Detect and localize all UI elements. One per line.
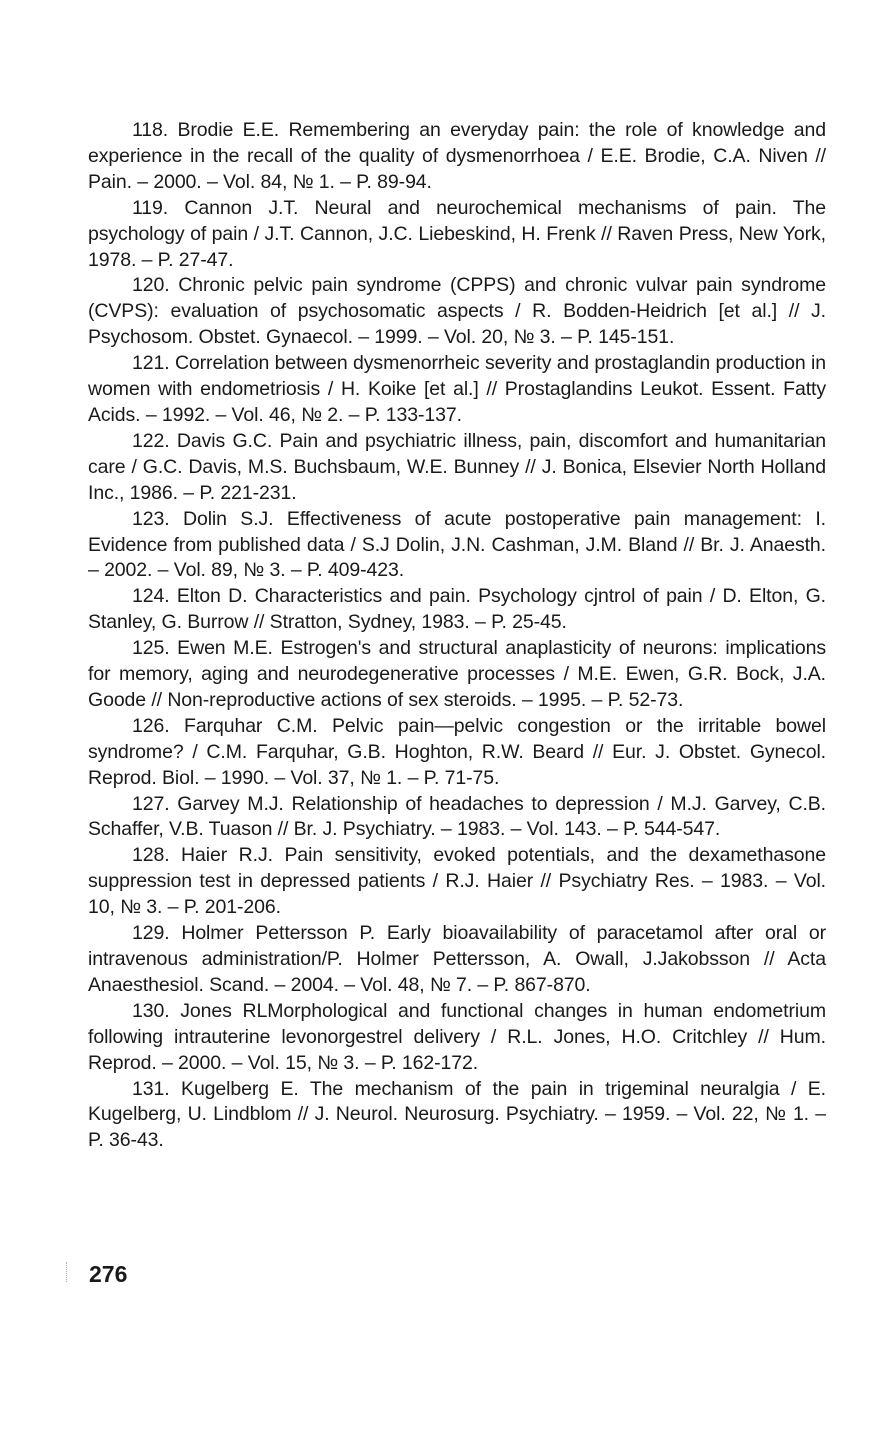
reference-item-123: 123. Dolin S.J. Effectiveness of acute postoperative pain management: I. Evidence from published data / S.J Dolin, J.N. Cashman, J.M. Bland // Br. J. Anaesth. – 2002. – Vol. 89, № 3. – P. 409-423.: [88, 507, 826, 582]
reference-item-125: 125. Ewen M.E. Estrogen's and structural anaplasticity of neurons: implications for memory, aging and neurodegenerative processes / M.E. Ewen, G.R. Bock, J.A. Goode // Non-reproductive actions of sex steroids. – 1995. – P. 52-73.: [88, 637, 826, 711]
reference-list: [88, 118, 826, 1154]
reference-item-120: 120. Chronic pelvic pain syndrome (CPPS) and chronic vulvar pain syndrome (CVPS): evaluation of psychosomatic aspects / R. Bodden-Heidrich [et al.] // J. Psychosom. Obstet. Gynaecol. – 1999. – Vol. 20, № 3. – P. 145-151.: [88, 274, 826, 349]
reference-item-130: 130. Jones RLMorphological and functional changes in human endometrium following intrauterine levonorgestrel delivery / R.L. Jones, H.O. Critchley // Hum. Reprod. – 2000. – Vol. 15, № 3. – P. 162-172.: [88, 999, 826, 1074]
reference-item-131: 131. Kugelberg E. The mechanism of the pain in trigeminal neuralgia / E. Kugelberg, U. Lindblom // J. Neurol. Neurosurg. Psychiatry. – 1959. – Vol. 22, № 1. – P. 36-43.: [88, 1077, 826, 1152]
scan-artifact: [66, 1262, 75, 1282]
reference-item-128: 128. Haier R.J. Pain sensitivity, evoked potentials, and the dexamethasone suppression test in depressed patients / R.J. Haier // Psychiatry Res. – 1983. – Vol. 10, № 3. – P. 201-206.: [88, 844, 826, 919]
reference-item-129: 129. Holmer Pettersson P. Early bioavailability of paracetamol after oral or intravenous administration/P. Holmer Pettersson, A. Owall, J.Jakobsson // Acta Anaesthesiol. Scand. – 2004. – Vol. 48, № 7. – P. 867-870.: [88, 922, 826, 996]
reference-item-124: 124. Elton D. Characteristics and pain. Psychology cjntrol of pain / D. Elton, G. Stanley, G. Burrow // Stratton, Sydney, 1983. – P. 25-45.: [88, 585, 826, 634]
reference-item-122: 122. Davis G.C. Pain and psychiatric illness, pain, discomfort and humanitarian care / G.C. Davis, M.S. Buchsbaum, W.E. Bunney // J. Bonica, Elsevier North Holland Inc., 1986. – P. 221-231.: [88, 429, 826, 504]
reference-item-127: 127. Garvey M.J. Relationship of headaches to depression / M.J. Garvey, C.B. Schaffer, V.B. Tuason // Br. J. Psychiatry. – 1983. – Vol. 143. – P. 544-547.: [88, 792, 826, 841]
reference-item-126: 126. Farquhar C.M. Pelvic pain—pelvic congestion or the irritable bowel syndrome? / C.M. Farquhar, G.B. Hoghton, R.W. Beard // Eur. J. Obstet. Gynecol. Reprod. Biol. – 1990. – Vol. 37, № 1. – P. 71-75.: [88, 714, 826, 789]
reference-item-121: 121. Correlation between dysmenorrheic severity and prostaglandin production in women with endometriosis / H. Koike [et al.] // Prostaglandins Leukot. Essent. Fatty Acids. – 1992. – Vol. 46, № 2. – P. 133-137.: [88, 352, 826, 426]
reference-item-119: 119. Cannon J.T. Neural and neurochemical mechanisms of pain. The psychology of pain / J.T. Cannon, J.C. Liebeskind, H. Frenk // Raven Press, New York, 1978. – P. 27-47.: [88, 196, 826, 271]
page-number: 276: [89, 1261, 128, 1287]
reference-item-118: 118. Brodie E.E. Remembering an everyday pain: the role of knowledge and experience in the recall of the quality of dysmenorrhoea / E.E. Brodie, C.A. Niven // Pain. – 2000. – Vol. 84, № 1. – P. 89-94.: [88, 119, 826, 193]
